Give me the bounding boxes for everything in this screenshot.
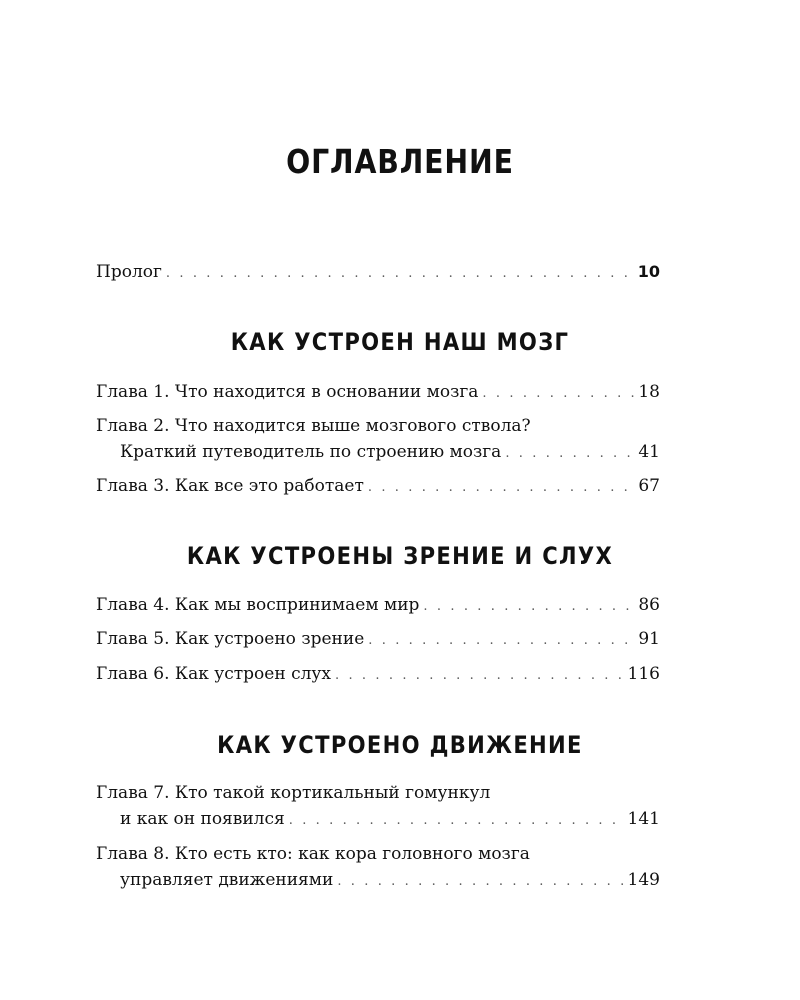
section-heading-vision-hearing: КАК УСТРОЕНЫ ЗРЕНИЕ И СЛУХ bbox=[186, 542, 614, 570]
dot-leader bbox=[368, 628, 634, 654]
toc-entry-title: Глава 5. Как устроено зрение bbox=[96, 629, 365, 649]
toc-page-number: 116 bbox=[627, 664, 660, 684]
toc-entry-title-continued: и как он появился bbox=[120, 809, 285, 829]
toc-entry-chapter-1[interactable] bbox=[96, 379, 660, 407]
toc-page-number: 149 bbox=[627, 870, 660, 890]
toc-entry-chapter-7[interactable] bbox=[96, 780, 660, 834]
dot-leader bbox=[368, 475, 635, 501]
toc-entry-title-continued: управляет движениями bbox=[120, 870, 334, 890]
toc-entry-title-continued: Краткий путеводитель по строению мозга bbox=[120, 442, 502, 462]
toc-entry-chapter-8[interactable] bbox=[96, 841, 660, 895]
toc-entry-title: Глава 6. Как устроен слух bbox=[96, 664, 331, 684]
section-heading-brain: КАК УСТРОЕН НАШ МОЗГ bbox=[230, 328, 570, 356]
dot-leader bbox=[482, 381, 634, 407]
toc-page-number: 10 bbox=[637, 262, 660, 281]
toc-page-number: 41 bbox=[638, 442, 660, 462]
toc-entry-title: Глава 1. Что находится в основании мозга bbox=[96, 382, 479, 402]
toc-page-number: 86 bbox=[638, 595, 660, 615]
toc-entry-chapter-6[interactable] bbox=[96, 661, 660, 689]
toc-entry-chapter-5[interactable] bbox=[96, 626, 660, 654]
page-title: ОГЛАВЛЕНИЕ bbox=[286, 142, 514, 182]
section-heading-movement: КАК УСТРОЕНО ДВИЖЕНИЕ bbox=[217, 731, 583, 759]
toc-entry-title: Глава 7. Кто такой кортикальный гомункул bbox=[96, 783, 491, 803]
dot-leader bbox=[423, 594, 634, 620]
toc-entry-title: Пролог bbox=[96, 262, 162, 282]
toc-entry-chapter-2[interactable] bbox=[96, 413, 660, 467]
toc-entry-title: Глава 2. Что находится выше мозгового ствола? bbox=[96, 416, 531, 436]
dot-leader bbox=[335, 663, 624, 689]
dot-leader bbox=[337, 869, 623, 895]
dot-leader bbox=[505, 441, 634, 467]
dot-leader bbox=[166, 261, 634, 287]
toc-entry-title: Глава 8. Кто есть кто: как кора головного мозга bbox=[96, 844, 530, 864]
toc-page-number: 91 bbox=[638, 629, 660, 649]
toc-page-number: 18 bbox=[638, 382, 660, 402]
dot-leader bbox=[289, 808, 624, 834]
toc-entry-title: Глава 4. Как мы воспринимаем мир bbox=[96, 595, 420, 615]
toc-page-number: 141 bbox=[627, 809, 660, 829]
toc-entry-title: Глава 3. Как все это работает bbox=[96, 476, 364, 496]
toc-entry-chapter-4[interactable] bbox=[96, 592, 660, 620]
toc-entry-prologue[interactable] bbox=[96, 259, 660, 287]
toc-page-number: 67 bbox=[638, 476, 660, 496]
toc-entry-chapter-3[interactable] bbox=[96, 473, 660, 501]
